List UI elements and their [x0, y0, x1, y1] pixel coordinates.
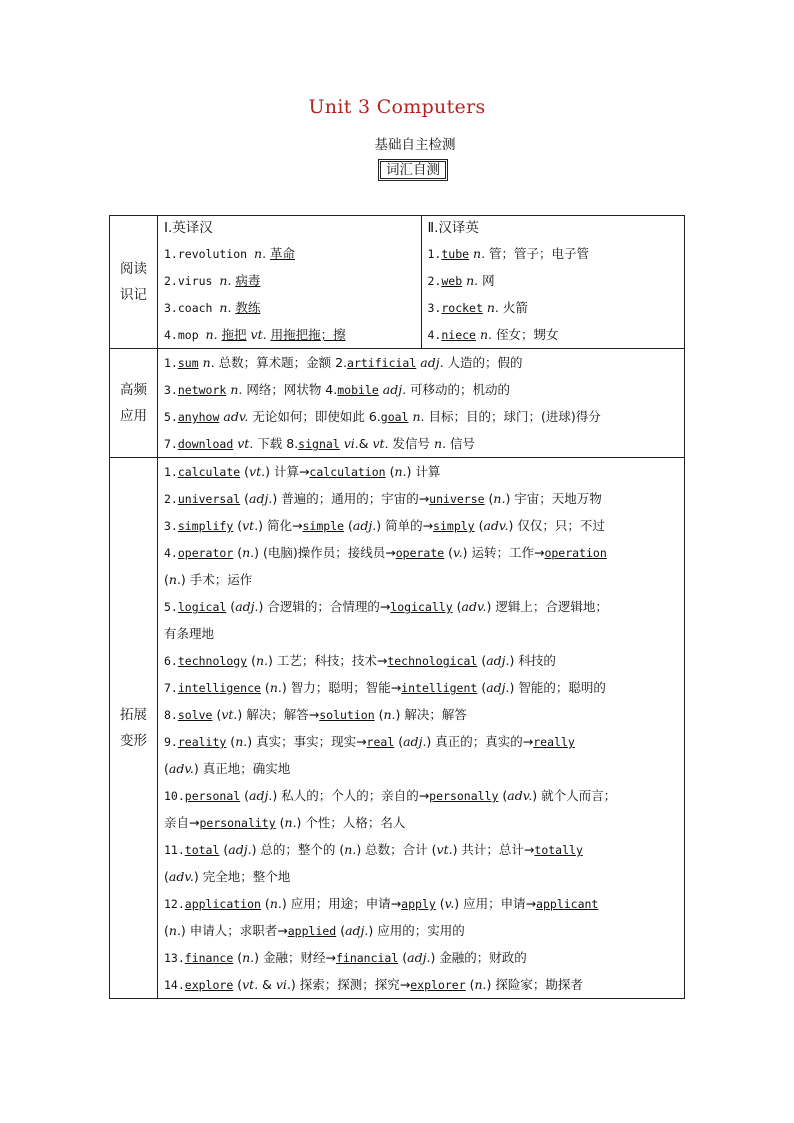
answer: personally [429, 789, 499, 803]
answer: simply [433, 519, 475, 533]
answer: personal [184, 789, 241, 803]
list-item [158, 890, 684, 917]
text-fragment: ( [226, 734, 236, 749]
part-of-speech: adj. [249, 491, 273, 506]
text-fragment: ) 总数；合计 ( [356, 842, 437, 857]
category-frequent: 高频 应用 [110, 349, 158, 458]
text-fragment: ( [164, 869, 169, 884]
answer: explorer [410, 978, 466, 992]
text-fragment: ) 普遍的；通用的；宇宙的→ [272, 491, 430, 506]
list-item [422, 240, 685, 267]
text-fragment: ) 私人的；个人的；亲自的→ [272, 788, 430, 803]
text-fragment: ( [233, 950, 243, 965]
answer: intelligence [177, 681, 261, 695]
part-of-speech: n. [254, 246, 271, 261]
text-fragment: ) 合逻辑的；合情理的→ [258, 599, 391, 614]
list-item [158, 674, 684, 701]
answer: applicant [536, 897, 599, 911]
vocab-word: 2.virus [164, 274, 220, 288]
text-fragment: 1. [164, 356, 178, 370]
page-title: Unit 3 Computers [308, 96, 486, 118]
list-item [158, 539, 684, 566]
part-of-speech: vi. [343, 436, 359, 451]
text-fragment: ( [233, 518, 243, 533]
text-fragment: ( [484, 491, 494, 506]
item-number: 1. [427, 247, 442, 261]
answer: mobile [337, 383, 379, 397]
text-fragment: ( [477, 653, 487, 668]
answer: 拖把 [221, 327, 247, 342]
text-fragment: 7. [164, 437, 178, 451]
answer: really [533, 735, 575, 749]
en-to-zh-header: Ⅰ.英译汉 [164, 220, 213, 236]
part-of-speech: n. [242, 545, 255, 560]
part-of-speech: n. [168, 923, 181, 938]
part-of-speech: n. [284, 815, 297, 830]
text-fragment: ( [240, 491, 250, 506]
text-fragment: 目标；目的；球门；(进球)得分 [424, 409, 601, 424]
meaning: 管；管子；电子管 [489, 246, 590, 261]
text-fragment: 4. [164, 546, 178, 560]
text-fragment: ( [247, 653, 256, 668]
text-fragment: ( [452, 599, 462, 614]
text-fragment: ) 共计；总计→ [452, 842, 535, 857]
part-of-speech: n. [205, 327, 222, 342]
answer: simplify [177, 519, 234, 533]
text-fragment: 6. [164, 654, 178, 668]
text-fragment: ) 智力；聪明；智能→ [281, 680, 402, 695]
text-fragment: ( [385, 464, 395, 479]
list-item [158, 971, 684, 998]
vocab-table [109, 215, 685, 999]
list-item [158, 728, 684, 755]
list-item [158, 403, 684, 430]
vocab-word: 1.revolution [164, 247, 255, 261]
part-of-speech: n. [482, 300, 503, 315]
text-fragment: ( [240, 464, 250, 479]
text-fragment: 有条理地 [164, 626, 215, 641]
answer: network [177, 383, 227, 397]
text-fragment: ) 完全地；整个地 [193, 869, 291, 884]
text-fragment: ) 个性；人格；名人 [296, 815, 406, 830]
text-fragment: ( [164, 761, 169, 776]
list-item [158, 620, 684, 647]
item-number: 4. [427, 328, 442, 342]
answer: anyhow [177, 410, 220, 424]
text-fragment: ) 简单的→ [376, 518, 434, 533]
answer: operate [395, 546, 445, 560]
text-fragment: 下载 8. [253, 436, 299, 451]
part-of-speech: n. [235, 734, 248, 749]
part-of-speech: n. [493, 491, 506, 506]
text-fragment: ) 解决；解答 [395, 707, 467, 722]
list-item [158, 782, 684, 809]
text-fragment: 9. [164, 735, 178, 749]
part-of-speech: adj. [486, 680, 510, 695]
part-of-speech: vi. [275, 977, 291, 992]
part-of-speech: n. [255, 653, 268, 668]
text-fragment: 8. [164, 708, 178, 722]
text-fragment: 发信号 [388, 436, 434, 451]
answer: calculate [177, 465, 241, 479]
answer: apply [401, 897, 436, 911]
part-of-speech: n. [219, 273, 236, 288]
text-fragment: ( [164, 572, 169, 587]
text-fragment: ) 真实；事实；现实→ [247, 734, 367, 749]
part-of-speech: adj. [403, 734, 427, 749]
part-of-speech: vt. [221, 707, 238, 722]
text-fragment: ) 应用；申请→ [454, 896, 537, 911]
list-item [158, 647, 684, 674]
item-number: 2. [427, 274, 442, 288]
list-item [158, 809, 684, 836]
part-of-speech: n. [383, 707, 396, 722]
text-fragment: ( [465, 977, 475, 992]
answer: calculation [309, 465, 386, 479]
item-number: 3. [427, 301, 442, 315]
text-fragment: 14. [164, 978, 185, 992]
vocab-word: 4.mop [164, 328, 206, 342]
text-fragment: ( [226, 599, 236, 614]
part-of-speech: n. [394, 464, 407, 479]
answer: explore [184, 978, 234, 992]
text-fragment: ) 金融；财经→ [254, 950, 336, 965]
text-fragment: ) 宇宙；天地万物 [505, 491, 602, 506]
list-item [158, 321, 421, 348]
part-of-speech: n. [462, 273, 483, 288]
section-subtitle: 基础自主检测 [374, 137, 456, 153]
text-fragment: 10. [164, 789, 185, 803]
text-fragment: ( [212, 707, 222, 722]
text-fragment: ) 智能的；聪明的 [509, 680, 606, 695]
text-fragment: 总数；算术题；金额 2. [214, 355, 348, 370]
answer: download [177, 437, 234, 451]
part-of-speech: n. [474, 977, 487, 992]
text-fragment: ( [260, 896, 270, 911]
answer: total [184, 843, 220, 857]
expand-row [110, 458, 685, 999]
part-of-speech: n. [230, 382, 243, 397]
answer: intelligent [401, 681, 478, 695]
list-item [158, 240, 421, 267]
answer: financial [335, 951, 399, 965]
text-fragment: ) 解决；解答→ [237, 707, 320, 722]
part-of-speech: adj. [228, 842, 252, 857]
reading-content [158, 216, 685, 349]
frequent-content [158, 349, 685, 458]
answer: signal [298, 437, 340, 451]
text-fragment: 网络；网状物 4. [242, 382, 338, 397]
answer: universe [429, 492, 485, 506]
text-fragment: 无论如何；即使如此 6. [248, 409, 381, 424]
part-of-speech: n. [242, 950, 255, 965]
part-of-speech: n. [269, 896, 282, 911]
answer: web [441, 274, 463, 288]
list-item [158, 701, 684, 728]
text-fragment: ( [164, 923, 169, 938]
text-fragment: 5. [164, 410, 178, 424]
meaning: 侄女；甥女 [495, 327, 559, 342]
text-fragment: ) 仅仅；只；不过 [508, 518, 605, 533]
text-fragment: 可移动的；机动的 [406, 382, 511, 397]
answer: simple [302, 519, 345, 533]
text-fragment: ) 真正的；真实的→ [426, 734, 534, 749]
list-item [158, 755, 684, 782]
answer: totally [534, 843, 583, 857]
text-fragment: 亲自→ [164, 815, 200, 830]
category-expand: 拓展 变形 [110, 458, 158, 999]
part-of-speech: adv. [168, 761, 194, 776]
part-of-speech: n. [269, 680, 282, 695]
text-fragment: ) (电脑)操作员；接线员→ [254, 545, 396, 560]
text-fragment: 11. [164, 843, 185, 857]
answer: solve [177, 708, 213, 722]
text-fragment: ( [240, 788, 250, 803]
part-of-speech: n. [412, 409, 425, 424]
part-of-speech: vt. [237, 436, 254, 451]
text-fragment: ) 就个人而言； [532, 788, 617, 803]
text-fragment: ( [477, 680, 487, 695]
answer: logical [177, 600, 227, 614]
part-of-speech: adv. [507, 788, 533, 803]
text-fragment: & [358, 436, 373, 451]
text-fragment: ) 计算→ [265, 464, 310, 479]
answer: technology [177, 654, 248, 668]
text-fragment: 7. [164, 681, 178, 695]
answer: artificial [347, 356, 417, 370]
answer: 用拖把拖；擦 [270, 327, 346, 342]
vocab-word: 3.coach [164, 301, 220, 315]
text-fragment: 2. [164, 492, 178, 506]
part-of-speech: n. [469, 246, 490, 261]
list-item [158, 349, 684, 376]
text-fragment: ( [394, 734, 404, 749]
list-item [422, 321, 685, 348]
answer: 教练 [235, 300, 261, 315]
part-of-speech: n. [344, 842, 357, 857]
part-of-speech: adv. [483, 518, 509, 533]
part-of-speech: adj. [235, 599, 259, 614]
reading-row [110, 216, 685, 349]
answer: logically [390, 600, 453, 614]
part-of-speech: adj. [486, 653, 510, 668]
expand-content [158, 458, 685, 999]
list-item [422, 267, 685, 294]
text-fragment: 3. [164, 519, 178, 533]
text-fragment: 13. [164, 951, 185, 965]
list-item [158, 863, 684, 890]
text-fragment: ( [435, 896, 445, 911]
answer: 病毒 [235, 273, 261, 288]
part-of-speech: adv. [168, 869, 194, 884]
text-fragment: ( [336, 923, 346, 938]
answer: applied [287, 924, 337, 938]
text-fragment: 1. [164, 465, 178, 479]
part-of-speech: vt. [372, 436, 389, 451]
part-of-speech: adj. [345, 923, 369, 938]
answer: universal [177, 492, 241, 506]
answer: application [184, 897, 261, 911]
section-label: 词汇自测 [378, 159, 448, 181]
text-fragment: & [258, 977, 276, 992]
list-item [158, 917, 684, 944]
zh-to-en [422, 216, 685, 348]
text-fragment: 人造的；假的 [443, 355, 523, 370]
text-fragment: ) 计算 [406, 464, 441, 479]
part-of-speech: adj. [249, 788, 273, 803]
list-item [158, 944, 684, 971]
part-of-speech: n. [202, 355, 215, 370]
part-of-speech: v. [453, 545, 463, 560]
text-fragment: ) 申请人；求职者→ [180, 923, 288, 938]
answer: operator [177, 546, 234, 560]
text-fragment: ) 探索；探测；探究→ [290, 977, 411, 992]
part-of-speech: n. [219, 300, 236, 315]
list-item [158, 512, 684, 539]
list-item [158, 294, 421, 321]
text-fragment: ) 金融的；财政的 [430, 950, 527, 965]
en-to-zh [158, 216, 422, 348]
list-item [158, 566, 684, 593]
meaning: 网 [482, 273, 495, 288]
part-of-speech: vt. [249, 464, 266, 479]
answer: reality [177, 735, 227, 749]
text-fragment: ( [233, 545, 243, 560]
part-of-speech: v. [444, 896, 455, 911]
meaning: 火箭 [502, 300, 528, 315]
part-of-speech: vt. [242, 518, 259, 533]
answer: rocket [441, 301, 483, 315]
text-fragment: ) 逻辑上；合逻辑地； [486, 599, 608, 614]
answer: sum [177, 356, 199, 370]
text-fragment: ) 应用；用途；申请→ [281, 896, 402, 911]
text-fragment: ) 手术；运作 [180, 572, 253, 587]
text-fragment: ( [398, 950, 408, 965]
text-fragment: ) 探险家；勘探者 [486, 977, 583, 992]
text-fragment: ) 总的；整个的 ( [251, 842, 345, 857]
text-fragment: ( [474, 518, 484, 533]
text-fragment: ) 工艺；科技；技术→ [268, 653, 388, 668]
text-fragment: ( [233, 977, 243, 992]
text-fragment: ( [260, 680, 270, 695]
text-fragment: ) 应用的；实用的 [368, 923, 465, 938]
answer: goal [380, 410, 409, 424]
list-item [158, 836, 684, 863]
part-of-speech: adj. [352, 518, 377, 533]
text-fragment: ( [444, 545, 454, 560]
part-of-speech: n. [168, 572, 181, 587]
text-fragment: ( [219, 842, 229, 857]
text-fragment: 3. [164, 383, 178, 397]
answer: 革命 [270, 246, 296, 261]
part-of-speech: adv. [461, 599, 487, 614]
list-item [158, 593, 684, 620]
answer: personality [199, 816, 276, 830]
category-reading: 阅读 识记 [110, 216, 158, 349]
answer: technological [387, 654, 478, 668]
part-of-speech: vt. [242, 977, 259, 992]
part-of-speech: adj. [382, 382, 407, 397]
list-item [158, 376, 684, 403]
text-fragment: ( [344, 518, 353, 533]
zh-to-en-header: Ⅱ.汉译英 [427, 220, 479, 236]
frequent-row [110, 349, 685, 458]
text-fragment: ( [275, 815, 285, 830]
part-of-speech: vt. [436, 842, 453, 857]
answer: real [366, 735, 395, 749]
answer: solution [319, 708, 375, 722]
answer: tube [441, 247, 470, 261]
part-of-speech: n. [475, 327, 496, 342]
text-fragment: ) 真正地；确实地 [193, 761, 291, 776]
part-of-speech: n. [434, 436, 447, 451]
list-item [422, 294, 685, 321]
part-of-speech: adv. [223, 409, 249, 424]
text-fragment: ) 简化→ [258, 518, 303, 533]
list-item [158, 430, 684, 457]
text-fragment: ) 科技的 [509, 653, 556, 668]
answer: niece [441, 328, 476, 342]
list-item [158, 485, 684, 512]
part-of-speech: vt. [246, 327, 271, 342]
text-fragment: 5. [164, 600, 178, 614]
text-fragment: ( [498, 788, 508, 803]
answer: operation [544, 546, 607, 560]
part-of-speech: adj. [407, 950, 431, 965]
text-fragment: 12. [164, 897, 185, 911]
list-item [158, 458, 684, 485]
text-fragment: 信号 [446, 436, 476, 451]
answer: finance [184, 951, 234, 965]
part-of-speech: adj. [420, 355, 444, 370]
text-fragment: ) 运转；工作→ [462, 545, 545, 560]
text-fragment: ( [374, 707, 384, 722]
list-item [158, 267, 421, 294]
